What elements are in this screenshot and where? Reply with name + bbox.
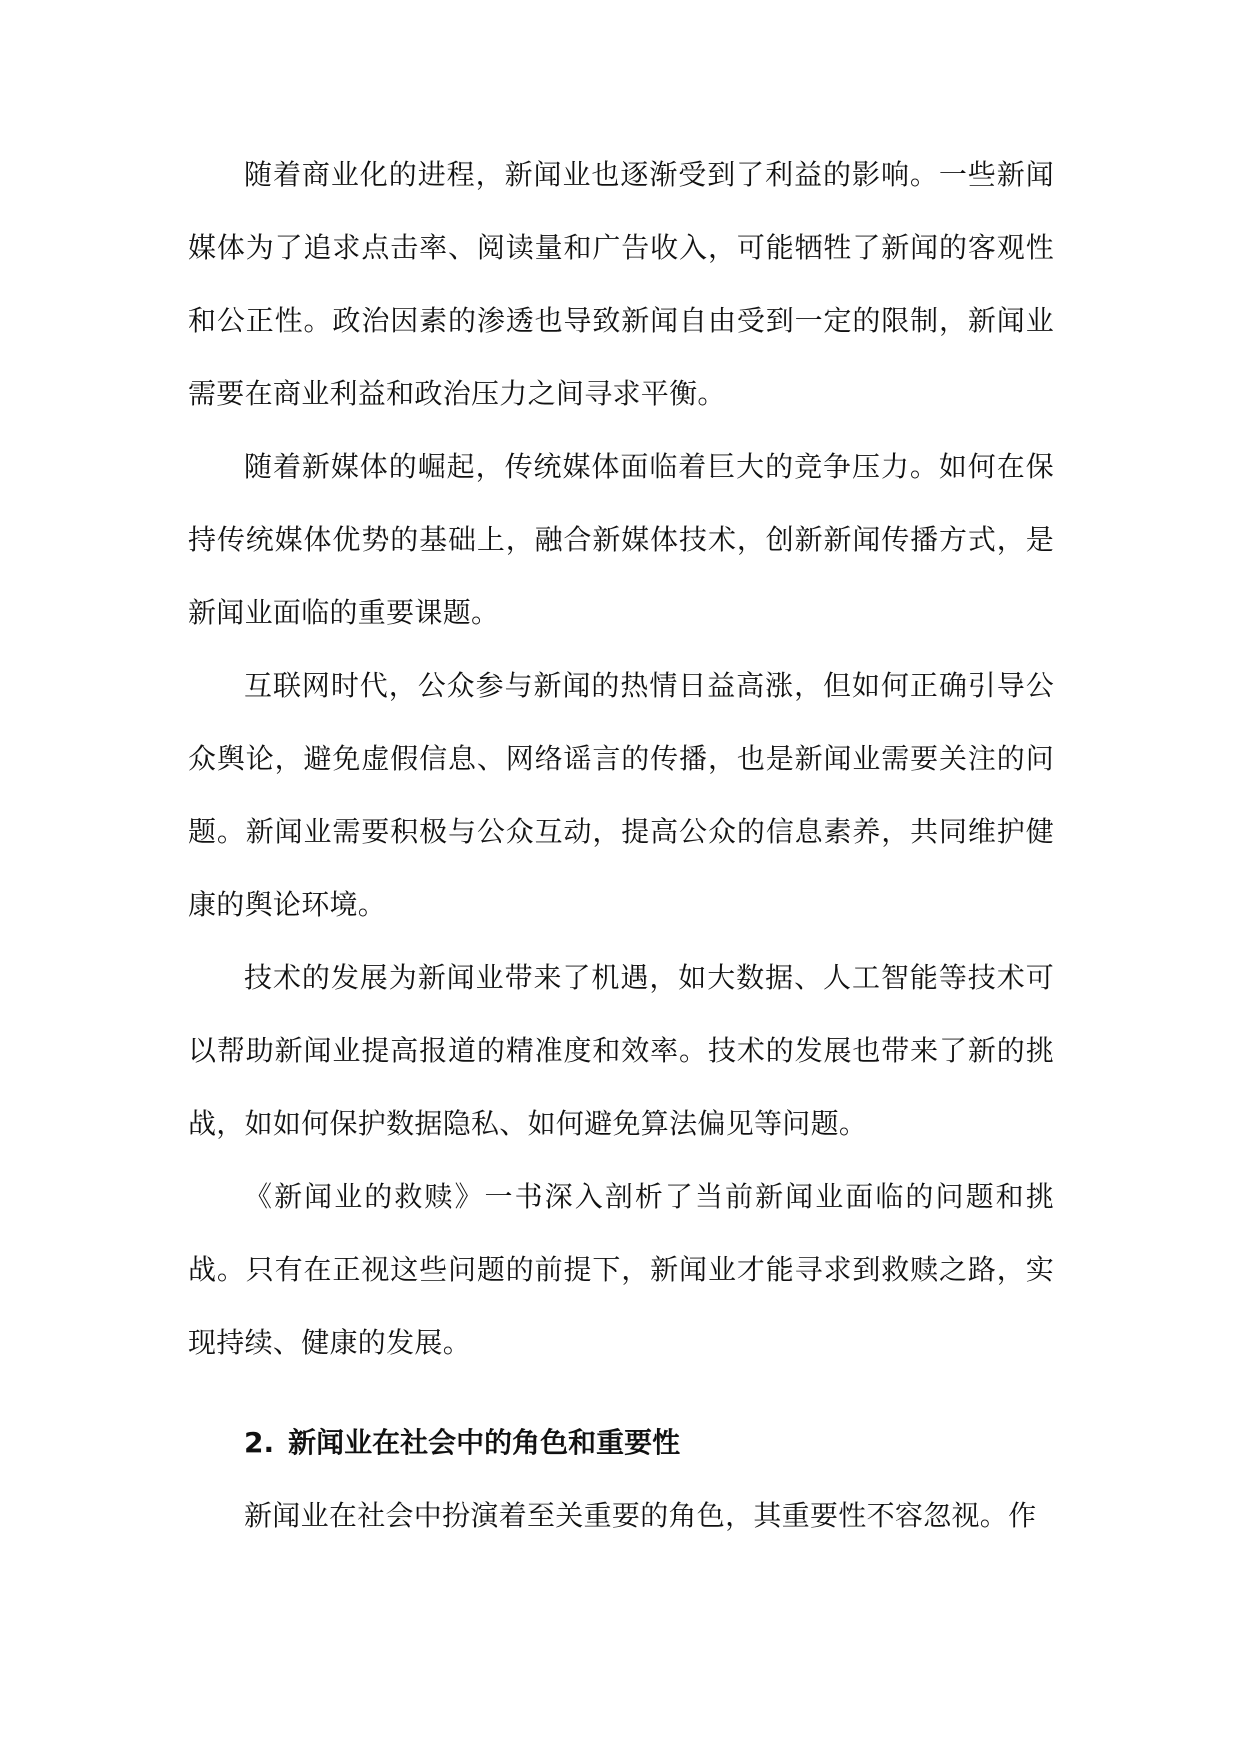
paragraph-4: 技术的发展为新闻业带来了机遇，如大数据、人工智能等技术可以帮助新闻业提高报道的精准度和效率。技术的发展也带来了新的挑战，如如何保护数据隐私、如何避免算法偏见等问题。 (188, 961, 1054, 1140)
section-heading (188, 1406, 1054, 1479)
paragraph-6: 新闻业在社会中扮演着至关重要的角色，其重要性不容忽视。作 (244, 1499, 1037, 1532)
paragraph-5: 《新闻业的救赎》一书深入剖析了当前新闻业面临的问题和挑战。只有在正视这些问题的前提下，新闻业才能寻求到救赎之路，实现持续、健康的发展。 (188, 1180, 1054, 1359)
paragraph-3: 互联网时代，公众参与新闻的热情日益高涨，但如何正确引导公众舆论，避免虚假信息、网络谣言的传播，也是新闻业需要关注的问题。新闻业需要积极与公众互动，提高公众的信息素养，共同维护健康的舆论环境。 (188, 669, 1054, 921)
paragraph-2: 随着新媒体的崛起，传统媒体面临着巨大的竞争压力。如何在保持传统媒体优势的基础上，融合新媒体技术，创新新闻传播方式，是新闻业面临的重要课题。 (188, 450, 1054, 629)
section-title: 新闻业在社会中的角色和重要性 (288, 1426, 681, 1459)
paragraph-1: 随着商业化的进程，新闻业也逐渐受到了利益的影响。一些新闻媒体为了追求点击率、阅读量和广告收入，可能牺牲了新闻的客观性和公正性。政治因素的渗透也导致新闻自由受到一定的限制，新闻业需要在商业利益和政治压力之间寻求平衡。 (188, 158, 1054, 410)
section-number: 2. (244, 1426, 275, 1459)
document-body (188, 138, 1054, 1552)
